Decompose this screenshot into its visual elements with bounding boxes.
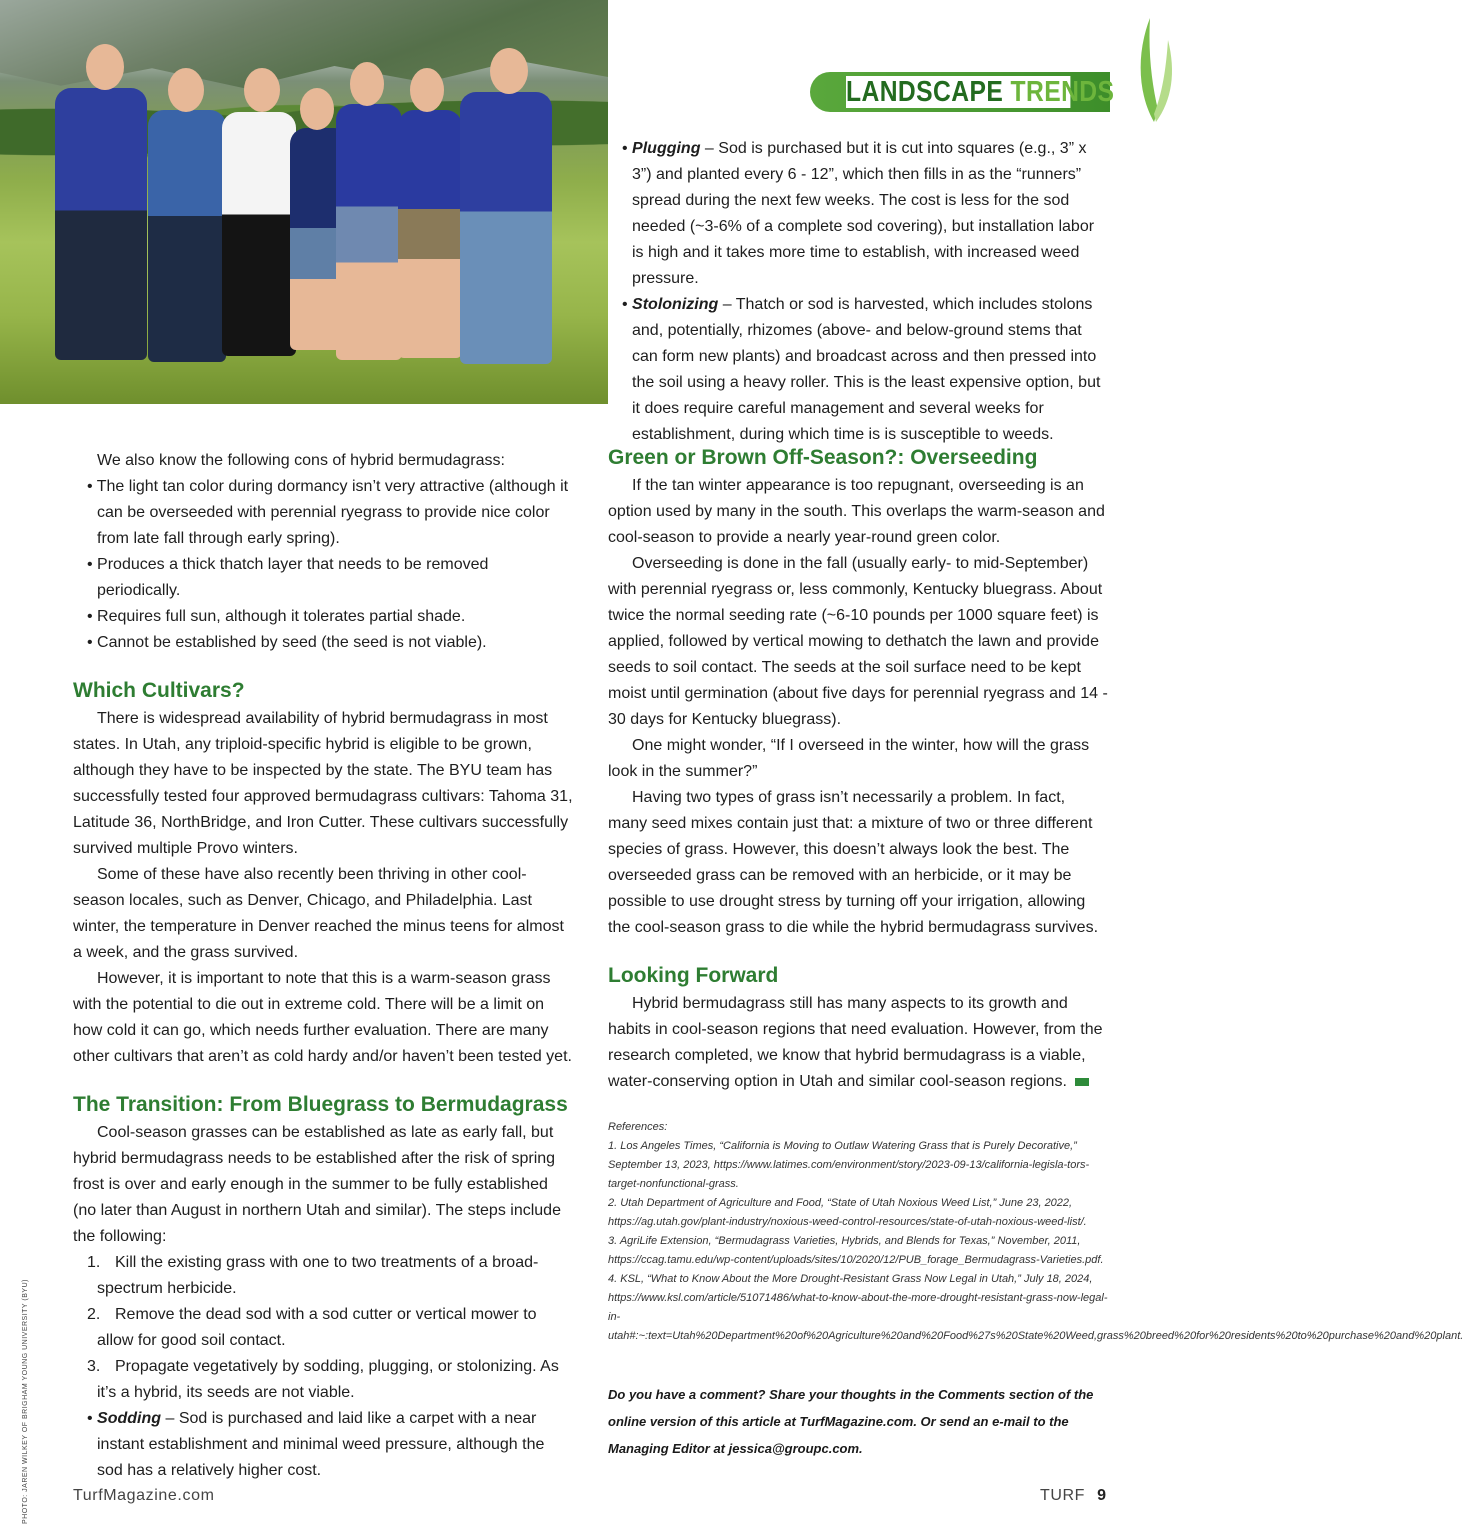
team-photo (0, 0, 608, 404)
list-item: • Produces a thick thatch layer that needs to be removed periodically. (87, 556, 489, 599)
step-number: 2. (87, 1306, 101, 1323)
comment-prompt: Do you have a comment? Share your thoughts in the Comments section of the online version of this article at TurfMagazine.com. Or send an e-mail to the Managing Editor at jessica@groupc.com. (608, 1387, 1094, 1456)
grass-blade-icon (1128, 14, 1180, 124)
footer-magazine: TURF (1040, 1487, 1086, 1504)
section-header (810, 72, 1115, 112)
term-sodding: Sodding (97, 1410, 162, 1427)
transition-heading: The Transition: From Bluegrass to Bermudagrass (73, 1093, 568, 1116)
person-head (410, 68, 444, 112)
footer-page-info (1040, 1487, 1107, 1505)
left-column (73, 448, 573, 1484)
list-item: • The light tan color during dormancy isn’t very attractive (although it can be overseeded with perennial ryegrass to provide nice color from late fall through early spring). (87, 478, 569, 547)
body-paragraph: There is widespread availability of hybrid bermudagrass in most states. In Utah, any triploid-specific hybrid is eligible to be grown, although they have to be inspected by the state. The BYU team has successfully tested four approved bermudagrass cultivars: Tahoma 31, Latitude 36, NorthBridge, and Iron Cutter. These cultivars successfully survived multiple Provo winters. (73, 710, 573, 857)
body-paragraph: Overseeding is done in the fall (usually early- to mid-September) with perennial ryegrass or, less commonly, Kentucky bluegrass. About twice the normal seeding rate (~6-10 pounds per 1000 square feet) is applied, followed by vertical mowing to dethatch the lawn and provide seeds to soil contact. The seeds at the soil surface need to be kept moist until germination (about five days for perennial ryegrass and 14 - 30 days for Kentucky bluegrass). (608, 555, 1108, 728)
person-figure (55, 88, 147, 360)
person-head (490, 48, 528, 94)
person-head (86, 44, 124, 90)
closing-text: Hybrid bermudagrass still has many aspects to its growth and habits in cool-season regions that need evaluation. However, from the research completed, we know that hybrid bermudagrass is a viable, water-conserving option in Utah and similar cool-season regions. (608, 995, 1103, 1090)
step-number: 1. (87, 1254, 101, 1271)
person-figure (460, 92, 552, 364)
overseeding-heading: Green or Brown Off-Season?: Overseeding (608, 446, 1038, 469)
references-label: References: (608, 1121, 668, 1133)
section-word-1: LANDSCAPE (846, 76, 1004, 108)
body-paragraph: Having two types of grass isn’t necessarily a problem. In fact, many seed mixes contain just that: a mixture of two or three different species of grass. However, this doesn’t always look the best. The overseeded grass can be removed with an herbicide, or it may be possible to use drought stress by turning off your irrigation, allowing the cool-season grass to die while the hybrid bermudagrass survives. (608, 789, 1099, 936)
page-number: 9 (1097, 1487, 1107, 1504)
cultivars-heading: Which Cultivars? (73, 679, 245, 702)
forward-heading: Looking Forward (608, 964, 779, 987)
body-paragraph: One might wonder, “If I overseed in the winter, how will the grass look in the summer?” (608, 737, 1090, 780)
term-stolonizing: Stolonizing (632, 296, 719, 313)
term-description: – Sod is purchased but it is cut into squares (e.g., 3” x 3”) and planted every 6 - 12”, which then fills in as the “runners” spread during the next few weeks. The cost is less for the sod needed (~3-6% of a complete sod covering), but installation labor is high and it takes more time to establish, with increased weed pressure. (632, 140, 1095, 287)
photo-credit: PHOTO: JAREN WILKEY OF BRIGHAM YOUNG UNIVERSITY (BYU) (21, 1279, 29, 1524)
reference-item: 1. Los Angeles Times, “California is Moving to Outlaw Watering Grass that is Purely Decorative,” September 13, 2023, https://www.latimes.com/environment/story/2023-09-13/california-legisla-tors-target-nonfunctional-grass. (608, 1140, 1090, 1190)
reference-item: 4. KSL, “What to Know About the More Drought-Resistant Grass Now Legal in Utah,” July 18, 2024, https://www.ksl.com/article/51071486/what-to-know-about-the-more-drought-resistant-grass-now-legal-in-utah#:~:text=Utah%20Department%20of%20Agriculture%20and%20Food%27s%20State%20Weed,grass%20breed%20for%20residents%20to%20purchase%20and%20plant. (608, 1273, 1463, 1342)
list-item (73, 1354, 573, 1406)
list-item: • Cannot be established by seed (the seed is not viable). (87, 634, 487, 651)
term-plugging: Plugging (632, 140, 701, 157)
list-item: • Stolonizing – Thatch or sod is harvested, which includes stolons and, potentially, rhizomes (above- and below-ground stems that can form new plants) and broadcast across and then pressed into the soil using a heavy roller. This is the least expensive option, but it does require careful management and several weeks for establishment, during which time is is susceptible to weeds. (622, 296, 1101, 443)
person-figure (148, 110, 226, 362)
body-paragraph: If the tan winter appearance is too repugnant, overseeding is an option used by many in the south. This overlaps the warm-season and cool-season to provide a nearly year-round green color. (608, 477, 1105, 546)
list-item: • Plugging – Sod is purchased but it is cut into squares (e.g., 3” x 3”) and planted every 6 - 12”, which then fills in as the “runners” spread during the next few weeks. The cost is less for the sod needed (~3-6% of a complete sod covering), but installation labor is high and it takes more time to establish, with increased weed pressure. (622, 140, 1095, 287)
right-column (608, 443, 1108, 1095)
person-head (300, 88, 334, 130)
person-head (350, 62, 384, 106)
term-description: – Thatch or sod is harvested, which includes stolons and, potentially, rhizomes (above- and below-ground stems that can form new plants) and broadcast across and then pressed into the soil using a heavy roller. This is the least expensive option, but it does require careful management and several weeks for establishment, during which time is is susceptible to weeds. (632, 296, 1101, 443)
list-item (73, 1250, 573, 1302)
person-head (244, 68, 280, 112)
list-item: • Sodding – Sod is purchased and laid like a carpet with a near instant establishment and minimal weed pressure, although the sod has a relatively higher cost. (87, 1410, 545, 1479)
body-paragraph (608, 991, 1108, 1095)
references (608, 1118, 1463, 1346)
end-mark-icon (1075, 1078, 1089, 1086)
cons-intro: We also know the following cons of hybrid bermudagrass: (97, 452, 505, 469)
body-paragraph: Some of these have also recently been thriving in other cool-season locales, such as Denver, Chicago, and Philadelphia. Last winter, the temperature in Denver reached the minus teens for almost a week, and the grass survived. (73, 866, 564, 961)
person-figure (398, 110, 462, 358)
step-number: 3. (87, 1358, 101, 1375)
footer-site: TurfMagazine.com (73, 1487, 215, 1504)
section-word-2: TRENDS (1010, 76, 1115, 108)
list-item (73, 1302, 573, 1354)
reference-item: 3. AgriLife Extension, “Bermudagrass Varieties, Hybrids, and Blends for Texas,” November, 2011, https://ccag.tamu.edu/wp-content/uploads/sites/10/2020/12/PUB_forage_Bermudagrass-Varieties.pdf. (608, 1235, 1104, 1266)
step-text: Kill the existing grass with one to two treatments of a broad-spectrum herbicide. (97, 1254, 539, 1297)
person-head (168, 68, 204, 112)
step-text: Propagate vegetatively by sodding, plugging, or stolonizing. As it’s a hybrid, its seeds are not viable. (97, 1358, 559, 1401)
section-header-label (846, 76, 1115, 108)
reference-item: 2. Utah Department of Agriculture and Food, “State of Utah Noxious Weed List,” June 23, 2022, https://ag.utah.gov/plant-industry/noxious-weed-control-resources/state-of-utah-noxious-weed-list/. (608, 1197, 1087, 1228)
list-item: • Requires full sun, although it tolerates partial shade. (87, 608, 466, 625)
person-figure (336, 104, 402, 360)
person-figure (222, 112, 296, 356)
term-description: – Sod is purchased and laid like a carpet with a near instant establishment and minimal weed pressure, although the sod has a relatively higher cost. (97, 1410, 545, 1479)
right-column-top (608, 136, 1108, 448)
step-text: Remove the dead sod with a sod cutter or vertical mower to allow for good soil contact. (97, 1306, 537, 1349)
body-paragraph: However, it is important to note that this is a warm-season grass with the potential to die out in extreme cold. There will be a limit on how cold it can go, which needs further evaluation. There are many other cultivars that aren’t as cold hardy and/or haven’t been tested yet. (73, 970, 572, 1065)
body-paragraph: Cool-season grasses can be established as late as early fall, but hybrid bermudagrass needs to be established after the risk of spring frost is over and early enough in the summer to be fully established (no later than August in northern Utah and similar). The steps include the following: (73, 1124, 561, 1245)
